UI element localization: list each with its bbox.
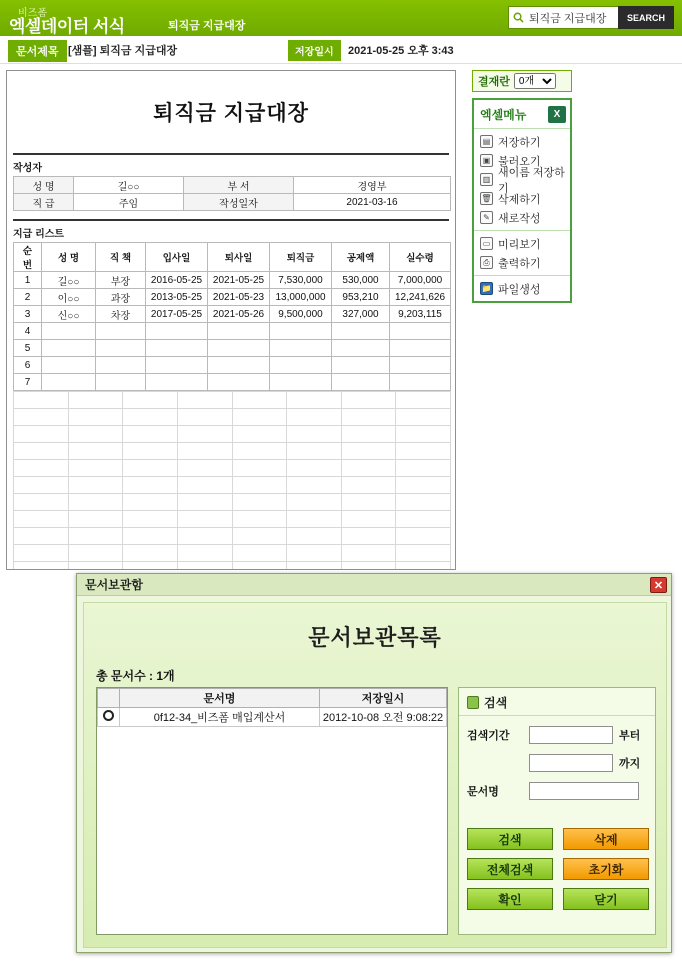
saved-date-text: 2021-05-25 오후 3:43	[348, 45, 454, 57]
col-saved-date: 저장일시	[320, 689, 447, 708]
excel-menu-group-2	[474, 230, 570, 275]
search-all-button[interactable]: 전체검색	[467, 858, 553, 880]
menu-label: 저장하기	[498, 136, 541, 149]
approval-label: 결재란	[478, 76, 510, 88]
writer-table	[13, 176, 451, 211]
menu-item-create-file[interactable]	[474, 279, 570, 298]
search-panel-header	[459, 688, 655, 716]
writer-value-3[interactable]: 주임	[74, 194, 184, 211]
writer-label-3: 직 급	[14, 194, 74, 211]
cell-leave-date[interactable]	[208, 357, 270, 374]
cell-name[interactable]	[42, 340, 96, 357]
table-row[interactable]	[14, 443, 451, 460]
col-deduction: 공제액	[332, 243, 390, 272]
cell-position[interactable]: 과장	[96, 289, 146, 306]
col-join-date: 입사일	[146, 243, 208, 272]
writer-value-1[interactable]: 길○○	[74, 177, 184, 194]
excel-menu-panel	[472, 98, 572, 303]
reset-button[interactable]: 초기화	[563, 858, 649, 880]
excel-menu-group-1	[474, 128, 570, 230]
excel-menu-header	[474, 100, 570, 128]
cell-leave-date[interactable]: 2021-05-25	[208, 272, 270, 289]
col-name: 성 명	[42, 243, 96, 272]
cell-seq: 1	[14, 272, 42, 289]
sheet-divider	[13, 153, 449, 155]
menu-item-save-as[interactable]	[474, 166, 570, 195]
search-icon	[509, 7, 527, 28]
cell-net[interactable]: 7,000,000	[390, 272, 451, 289]
table-row[interactable]	[14, 392, 451, 409]
col-severance: 퇴직금	[270, 243, 332, 272]
dialog-heading: 문서보관목록	[308, 625, 442, 650]
search-period-to-input[interactable]	[529, 754, 613, 772]
col-seq: 순 번	[14, 243, 42, 272]
menu-item-save[interactable]	[474, 132, 570, 151]
table-row[interactable]	[14, 477, 451, 494]
cell-deduction[interactable]	[332, 374, 390, 391]
cell-join-date[interactable]	[146, 323, 208, 340]
table-row[interactable]	[14, 460, 451, 477]
cell-seq: 4	[14, 323, 42, 340]
cell-leave-date[interactable]	[208, 374, 270, 391]
table-row[interactable]	[14, 511, 451, 528]
menu-label: 출력하기	[498, 257, 541, 270]
cell-deduction[interactable]	[332, 340, 390, 357]
brand-small-label: 비즈폼	[18, 8, 47, 19]
folder-icon: 📁	[481, 284, 492, 293]
cell-join-date[interactable]: 2016-05-25	[146, 272, 208, 289]
cell-severance[interactable]: 9,500,000	[270, 306, 332, 323]
search-button-dialog[interactable]: 검색	[467, 828, 553, 850]
col-position: 직 책	[96, 243, 146, 272]
cell-severance[interactable]: 7,530,000	[270, 272, 332, 289]
cell-seq: 3	[14, 306, 42, 323]
sheet-title: 퇴직금 지급대장	[153, 102, 309, 125]
cell-seq: 6	[14, 357, 42, 374]
cell-deduction[interactable]: 953,210	[332, 289, 390, 306]
cell-deduction[interactable]	[332, 357, 390, 374]
table-row[interactable]	[14, 374, 451, 391]
menu-label: 삭제하기	[498, 193, 541, 206]
spreadsheet-area[interactable]	[6, 70, 456, 570]
cell-join-date[interactable]	[146, 374, 208, 391]
brand-title: 엑셀데이터 서식	[9, 17, 125, 36]
cell-position[interactable]	[96, 357, 146, 374]
cell-deduction[interactable]	[332, 323, 390, 340]
close-button[interactable]: 닫기	[563, 888, 649, 910]
writer-value-4[interactable]: 2021-03-16	[294, 194, 451, 211]
search-period-to-row	[467, 754, 655, 772]
doc-title-text: [샘플] 퇴직금 지급대장	[68, 45, 178, 57]
cell-name[interactable]	[42, 374, 96, 391]
list-item[interactable]	[98, 708, 447, 727]
menu-label: 미리보기	[498, 238, 541, 251]
document-info-bar	[0, 36, 682, 64]
table-row[interactable]	[14, 494, 451, 511]
cell-join-date[interactable]	[146, 340, 208, 357]
search-panel-title: 검색	[484, 696, 508, 710]
search-period-from-input[interactable]	[529, 726, 613, 744]
cell-leave-date[interactable]: 2021-05-26	[208, 306, 270, 323]
cell-severance[interactable]	[270, 357, 332, 374]
doc-title-tag: 문서제목	[8, 40, 67, 62]
cell-net[interactable]: 9,203,115	[390, 306, 451, 323]
row-radio-cell[interactable]	[98, 708, 120, 727]
cell-net[interactable]	[390, 323, 451, 340]
cell-name[interactable]: 이○○	[42, 289, 96, 306]
cell-name[interactable]: 길○○	[42, 272, 96, 289]
save-icon: ▤	[480, 135, 493, 148]
document-count-text: 총 문서수 : 1개	[96, 669, 175, 683]
row-saved-date[interactable]: 2012-10-08 오전 9:08:22	[320, 708, 447, 727]
menu-label: 파일생성	[498, 283, 541, 296]
top-header-bar	[0, 0, 682, 36]
close-icon[interactable]: ✕	[650, 577, 667, 593]
cell-severance[interactable]: 13,000,000	[270, 289, 332, 306]
menu-label: 새이름 저장하기	[498, 166, 565, 195]
document-list-table[interactable]	[97, 688, 447, 727]
writer-label-1: 성 명	[14, 177, 74, 194]
table-row[interactable]	[14, 562, 451, 571]
cell-leave-date[interactable]	[208, 323, 270, 340]
approval-box[interactable]	[472, 70, 572, 92]
save-as-icon: ▥	[480, 173, 493, 186]
menu-item-print[interactable]	[474, 253, 570, 272]
brand-subtitle: 퇴직금 지급대장	[168, 20, 246, 32]
search-button[interactable]: SEARCH	[618, 6, 674, 29]
document-list-panel[interactable]	[96, 687, 448, 935]
table-row	[14, 177, 451, 194]
table-row[interactable]	[14, 545, 451, 562]
menu-label: 불러오기	[498, 155, 541, 168]
cell-severance[interactable]	[270, 374, 332, 391]
cell-name[interactable]: 신○○	[42, 306, 96, 323]
col-select	[98, 689, 120, 708]
excel-menu-group-3	[474, 275, 570, 301]
dialog-body	[83, 602, 667, 948]
delete-button[interactable]: 삭제	[563, 828, 649, 850]
approval-select[interactable]	[514, 73, 556, 89]
table-header-row	[14, 243, 451, 272]
cell-net[interactable]	[390, 340, 451, 357]
table-row[interactable]	[14, 528, 451, 545]
cell-name[interactable]	[42, 323, 96, 340]
table-row[interactable]	[14, 409, 451, 426]
cell-seq: 5	[14, 340, 42, 357]
cell-deduction[interactable]: 530,000	[332, 272, 390, 289]
table-row	[14, 194, 451, 211]
writer-label-4: 작성일자	[184, 194, 294, 211]
search-panel-buttons	[467, 828, 649, 910]
cell-join-date[interactable]: 2013-05-25	[146, 289, 208, 306]
search-panel-icon	[467, 696, 479, 709]
table-row[interactable]	[14, 289, 451, 306]
table-row[interactable]	[14, 357, 451, 374]
cell-join-date[interactable]	[146, 357, 208, 374]
list-section-label: 지급 리스트	[13, 229, 65, 240]
search-period-from-suffix: 부터	[619, 730, 641, 742]
search-period-from-row	[467, 726, 655, 744]
cell-position[interactable]: 부장	[96, 272, 146, 289]
table-row[interactable]	[14, 323, 451, 340]
writer-label-2: 부 서	[184, 177, 294, 194]
empty-cells-grid[interactable]	[13, 391, 451, 570]
cell-position[interactable]: 차장	[96, 306, 146, 323]
cell-net[interactable]	[390, 374, 451, 391]
preview-icon: ▭	[480, 237, 493, 250]
cell-net[interactable]: 12,241,626	[390, 289, 451, 306]
cell-severance[interactable]	[270, 340, 332, 357]
cell-join-date[interactable]: 2017-05-25	[146, 306, 208, 323]
cell-position[interactable]	[96, 374, 146, 391]
col-leave-date: 퇴사일	[208, 243, 270, 272]
table-row[interactable]	[14, 426, 451, 443]
search-docname-row	[467, 782, 655, 800]
sheet-divider-2	[13, 219, 449, 221]
table-header-row	[98, 689, 447, 708]
cell-seq: 7	[14, 374, 42, 391]
dialog-titlebar[interactable]	[77, 574, 671, 596]
col-net: 실수령	[390, 243, 451, 272]
confirm-button[interactable]: 확인	[467, 888, 553, 910]
cell-position[interactable]	[96, 323, 146, 340]
menu-item-new[interactable]	[474, 208, 570, 227]
search-panel	[458, 687, 656, 935]
row-docname[interactable]: 0f12-34_비즈폼 매입계산서	[120, 708, 320, 727]
table-row[interactable]	[14, 306, 451, 323]
cell-severance[interactable]	[270, 323, 332, 340]
new-doc-icon: ✎	[480, 211, 493, 224]
menu-label: 새로작성	[498, 212, 541, 225]
cell-seq: 2	[14, 289, 42, 306]
search-docname-label: 문서명	[467, 786, 499, 798]
cell-leave-date[interactable]: 2021-05-23	[208, 289, 270, 306]
cell-name[interactable]	[42, 357, 96, 374]
menu-item-preview[interactable]	[474, 234, 570, 253]
writer-value-2[interactable]: 경영부	[294, 177, 451, 194]
cell-deduction[interactable]: 327,000	[332, 306, 390, 323]
search-docname-input[interactable]	[529, 782, 639, 800]
table-row[interactable]	[14, 340, 451, 357]
trash-icon: 🗑	[481, 194, 492, 203]
table-row[interactable]	[14, 272, 451, 289]
cell-position[interactable]	[96, 340, 146, 357]
open-icon: ▣	[480, 154, 493, 167]
search-period-label: 검색기간	[467, 730, 510, 742]
print-icon: ⎙	[480, 256, 493, 269]
cell-leave-date[interactable]	[208, 340, 270, 357]
excel-menu-title: 엑셀메뉴	[480, 107, 527, 122]
col-docname: 문서명	[120, 689, 320, 708]
search-period-to-suffix: 까지	[619, 758, 641, 770]
writer-section-label: 작성자	[13, 163, 42, 174]
document-archive-dialog	[76, 573, 672, 953]
radio-icon[interactable]	[103, 710, 114, 721]
dialog-title-text: 문서보관함	[85, 578, 143, 592]
saved-date-tag: 저장일시	[288, 40, 341, 61]
payment-list-table[interactable]	[13, 242, 451, 391]
cell-net[interactable]	[390, 357, 451, 374]
excel-icon: X	[548, 106, 566, 123]
